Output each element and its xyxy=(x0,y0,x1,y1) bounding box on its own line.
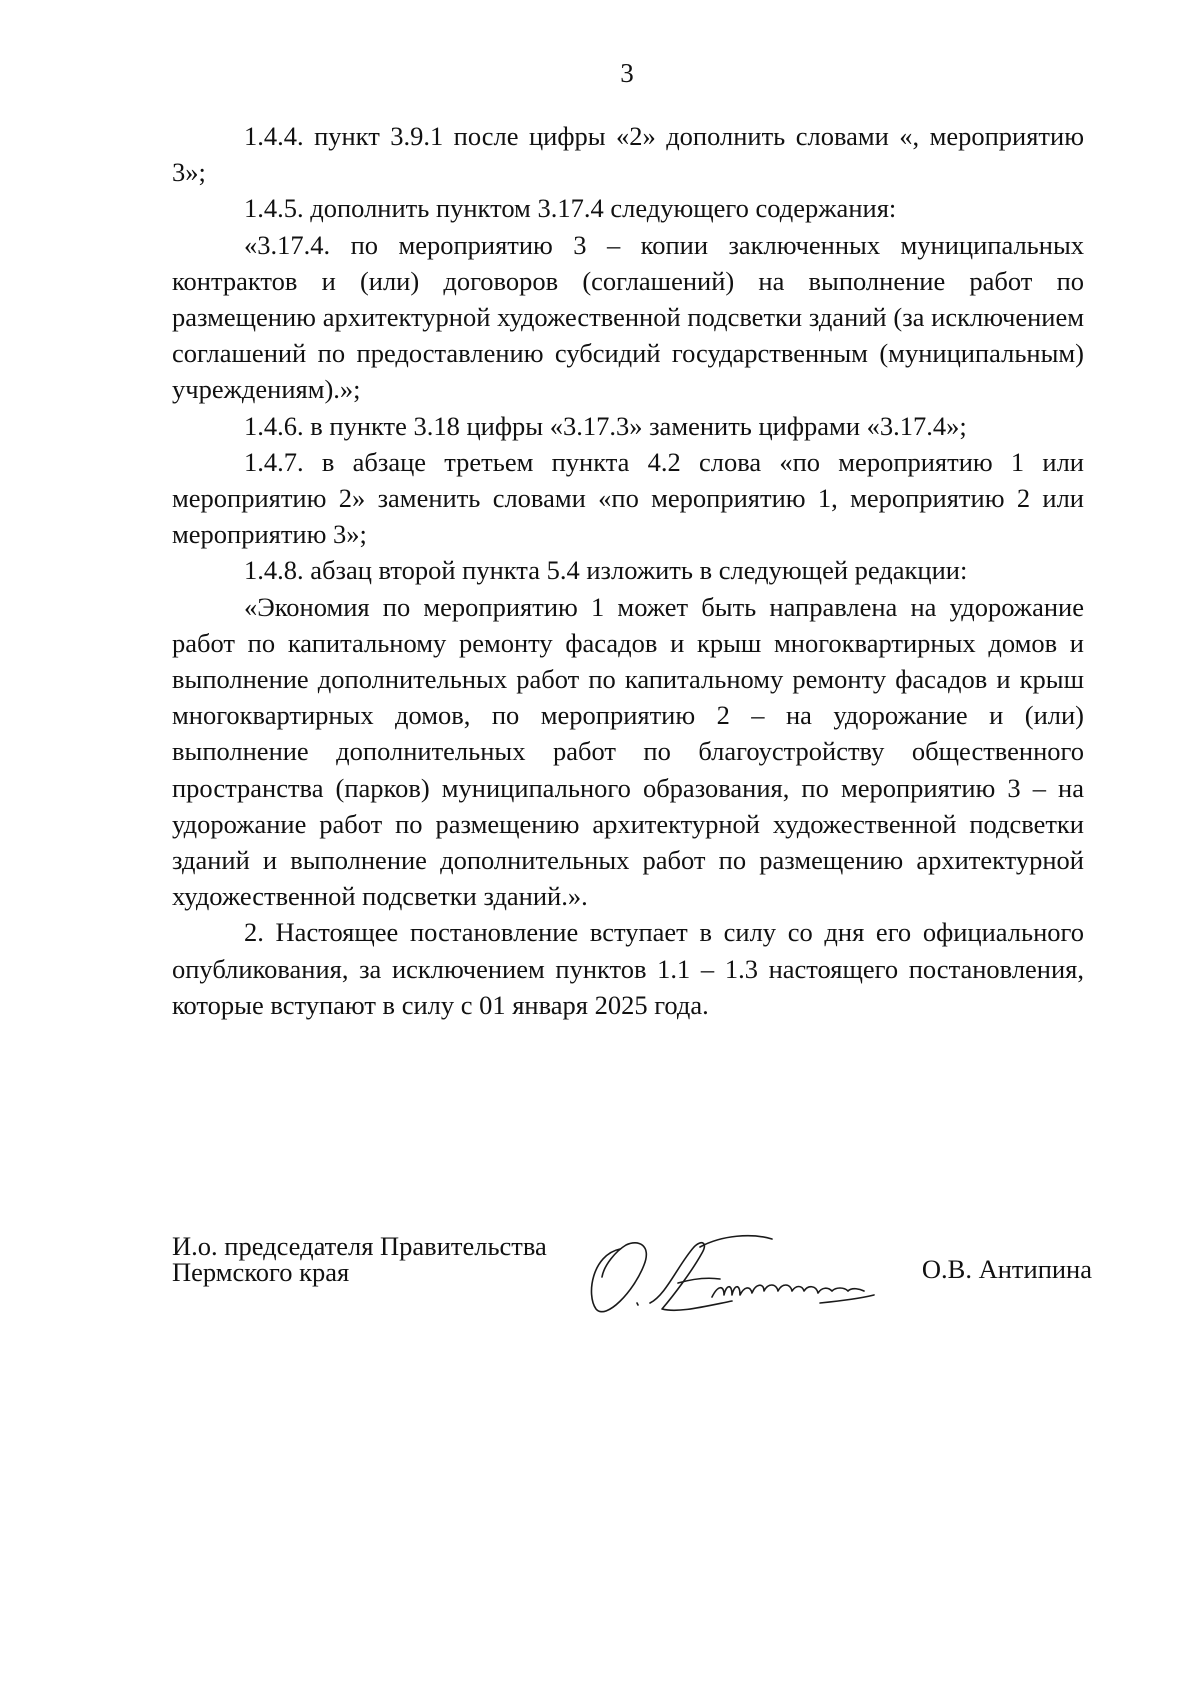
document-body xyxy=(172,118,1084,1023)
signer-position xyxy=(172,1233,547,1285)
paragraph-1-4-4: 1.4.4. пункт 3.9.1 после цифры «2» дополнить словами «, мероприятию 3»; xyxy=(172,121,1084,188)
paragraph-3-17-4-text: «3.17.4. по мероприятию 3 – копии заключенных муниципальных контрактов и (или) договоров (соглашений) на выполнение работ по размещению архитектурной художественной подсветки зданий (за исключением соглашений по предоставлению субсидий государственным (муниципальным) учреждениям).»; xyxy=(172,229,1084,405)
paragraph-savings-text: «Экономия по мероприятию 1 может быть направлена на удорожание работ по капитальному ремонту фасадов и крыш многоквартирных домов и выполнение дополнительных работ по капитальному ремонту фасадов и крыш многоквартирных домов, по мероприятию 2 – на удорожание и (или) выполнение дополнительных работ по благоустройству общественного пространства (парков) муниципального образования, по мероприятию 3 – на удорожание работ по размещению архитектурной художественной подсветки зданий и выполнение дополнительных работ по размещению архитектурной художественной подсветки зданий.». xyxy=(172,591,1084,912)
paragraph-1-4-7: 1.4.7. в абзаце третьем пункта 4.2 слова «по мероприятию 1 или мероприятию 2» заменить словами «по мероприятию 1, мероприятию 2 или мероприятию 3»; xyxy=(172,446,1084,550)
signature-block xyxy=(172,1233,1092,1333)
paragraph-1-4-5: 1.4.5. дополнить пунктом 3.17.4 следующего содержания: xyxy=(244,193,897,224)
signer-position-line-2: Пермского края xyxy=(172,1257,350,1287)
page-number: 3 xyxy=(620,58,634,88)
signer-name: О.В. Антипина xyxy=(921,1254,1092,1284)
signer-position-line-1: И.о. председателя Правительства xyxy=(172,1231,547,1261)
paragraph-2-effective-date: 2. Настоящее постановление вступает в силу со дня его официального опубликования, за исключением пунктов 1.1 – 1.3 настоящего постановления, которые вступают в силу с 01 января 2025 года. xyxy=(172,917,1084,1020)
paragraph-1-4-6: 1.4.6. в пункте 3.18 цифры «3.17.3» заменить цифрами «3.17.4»; xyxy=(244,410,967,441)
paragraph-1-4-8: 1.4.8. абзац второй пункта 5.4 изложить в следующей редакции: xyxy=(244,555,968,586)
handwritten-signature xyxy=(582,1225,912,1315)
